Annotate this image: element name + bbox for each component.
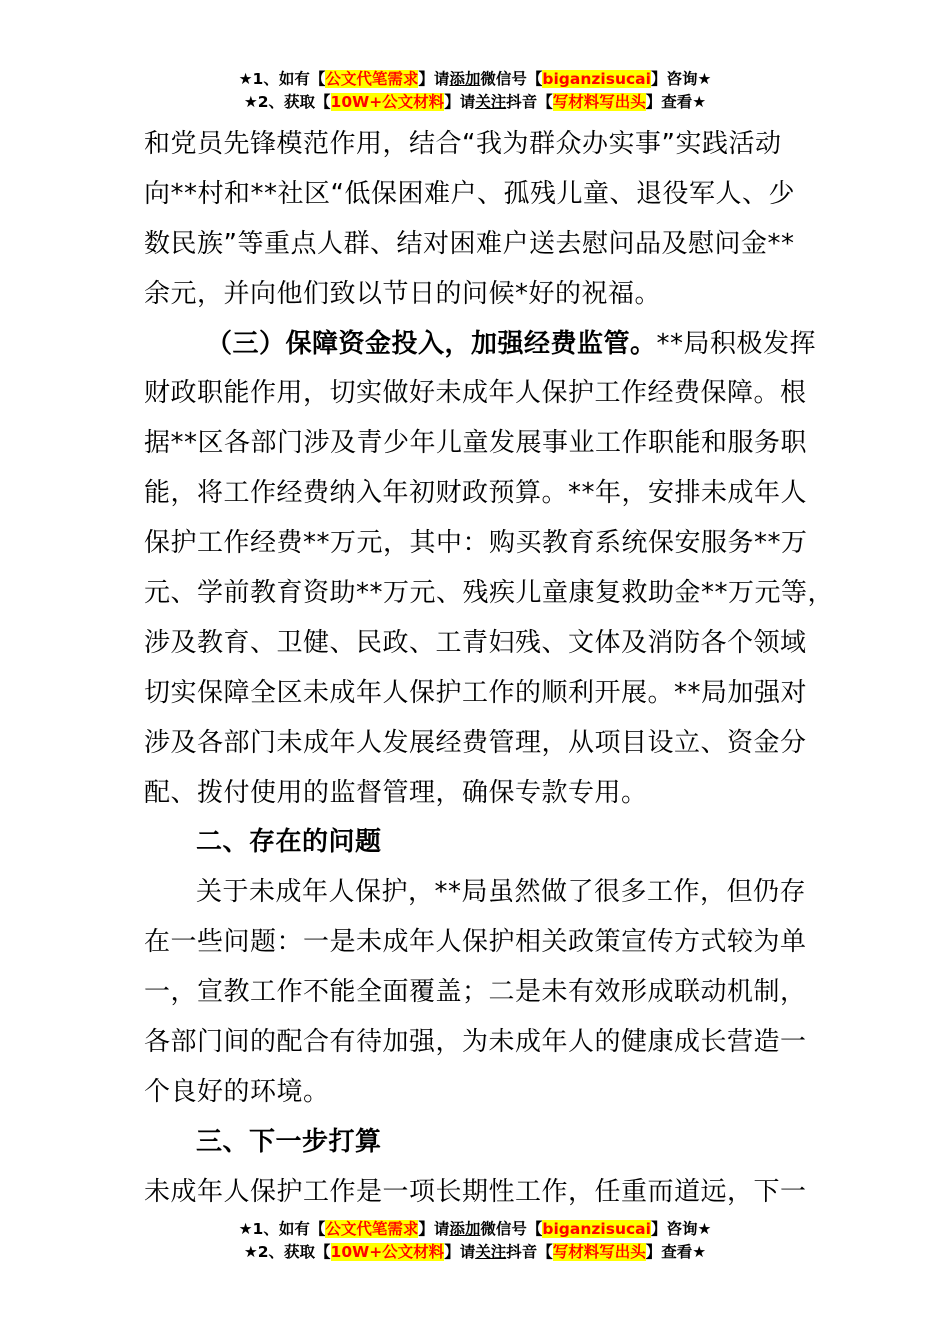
text-line: 涉及各部门未成年人发展经费管理，从项目设立、资金分 — [144, 727, 807, 758]
text-line: 切实保障全区未成年人保护工作的顺利开展。**局加强对 — [144, 677, 808, 708]
banner-text: ★2、获取【 — [243, 1243, 331, 1261]
banner-highlight: 10W+公文材料 — [330, 93, 445, 111]
banner-text: 】请 — [444, 1243, 476, 1261]
paragraph-2 — [144, 320, 834, 819]
text-line: 个良好的环境。 — [144, 1076, 330, 1107]
paragraph-3 — [144, 868, 834, 1117]
text-line: 据**区各部门涉及青少年儿童发展事业工作职能和服务职 — [144, 428, 808, 459]
banner-text: ★1、如有【 — [238, 70, 326, 88]
banner-text: 抖音【 — [506, 93, 553, 111]
banner-highlight: 10W+公文材料 — [330, 1243, 445, 1261]
paragraph-1 — [144, 120, 834, 320]
text-line: 保护工作经费**万元，其中：购买教育系统保安服务**万 — [144, 528, 808, 559]
section-heading: 三、下一步打算 — [196, 1126, 382, 1157]
text-line — [144, 320, 834, 370]
text-line: 数民族”等重点人群、结对困难户送去慰问品及慰问金** — [144, 228, 795, 259]
banner-text: ★2、获取【 — [243, 93, 331, 111]
banner-wechat-id: biganzisucai — [542, 70, 651, 88]
banner-underlined: 关注 — [475, 93, 507, 111]
paragraph-4 — [144, 1168, 834, 1218]
text-line: 财政职能作用，切实做好未成年人保护工作经费保障。根 — [144, 378, 807, 409]
bottom-banner — [0, 1218, 950, 1264]
top-banner — [0, 68, 950, 114]
text-line: 未成年人保护工作是一项长期性工作，任重而道远，下一 — [144, 1176, 807, 1207]
banner-douyin-id: 写材料写出头 — [552, 93, 646, 111]
banner-underlined: 关注 — [475, 1243, 507, 1261]
banner-text: 抖音【 — [506, 1243, 553, 1261]
banner-text: 】查看★ — [645, 93, 707, 111]
banner-line-2 — [0, 1241, 950, 1264]
text-line: 配、拨付使用的监督管理，确保专款专用。 — [144, 777, 648, 808]
banner-text: 微信号【 — [480, 70, 543, 88]
text-run: **局积极发挥 — [656, 328, 817, 359]
text-line: 涉及教育、卫健、民政、工青妇残、文体及消防各个领域 — [144, 627, 807, 658]
banner-underlined: 添加 — [449, 1220, 481, 1238]
text-line: 能，将工作经费纳入年初财政预算。**年，安排未成年人 — [144, 478, 808, 509]
document-body — [144, 120, 834, 1218]
section-heading: 二、存在的问题 — [196, 827, 382, 858]
banner-text: 】请 — [418, 1220, 450, 1238]
banner-line-1 — [0, 68, 950, 91]
banner-line-1 — [0, 1218, 950, 1241]
text-line: 关于未成年人保护，**局虽然做了很多工作，但仍存 — [196, 877, 807, 908]
text-line: 元、学前教育资助**万元、残疾儿童康复救助金**万元等， — [144, 578, 835, 609]
banner-text: 】查看★ — [645, 1243, 707, 1261]
banner-text: 】请 — [418, 70, 450, 88]
text-line: 向**村和**社区“低保困难户、孤残儿童、退役军人、少 — [144, 178, 795, 209]
text-line: 一，宣教工作不能全面覆盖；二是未有效形成联动机制， — [144, 977, 807, 1008]
banner-highlight: 公文代笔需求 — [325, 1220, 419, 1238]
text-line: 在一些问题：一是未成年人保护相关政策宣传方式较为单 — [144, 927, 807, 958]
banner-highlight: 公文代笔需求 — [325, 70, 419, 88]
banner-text: 】咨询★ — [650, 1220, 712, 1238]
banner-text: 】请 — [444, 93, 476, 111]
banner-underlined: 添加 — [449, 70, 481, 88]
banner-text: ★1、如有【 — [238, 1220, 326, 1238]
subsection-heading: （三）保障资金投入，加强经费监管。 — [206, 328, 657, 359]
text-line: 各部门间的配合有待加强，为未成年人的健康成长营造一 — [144, 1027, 807, 1058]
text-line: 和党员先锋模范作用，结合“我为群众办实事”实践活动 — [144, 129, 782, 159]
banner-douyin-id: 写材料写出头 — [552, 1243, 646, 1261]
banner-text: 】咨询★ — [650, 70, 712, 88]
banner-line-2 — [0, 91, 950, 114]
banner-text: 微信号【 — [480, 1220, 543, 1238]
banner-wechat-id: biganzisucai — [542, 1220, 651, 1238]
text-line: 余元，并向他们致以节日的问候*好的祝福。 — [144, 278, 662, 309]
